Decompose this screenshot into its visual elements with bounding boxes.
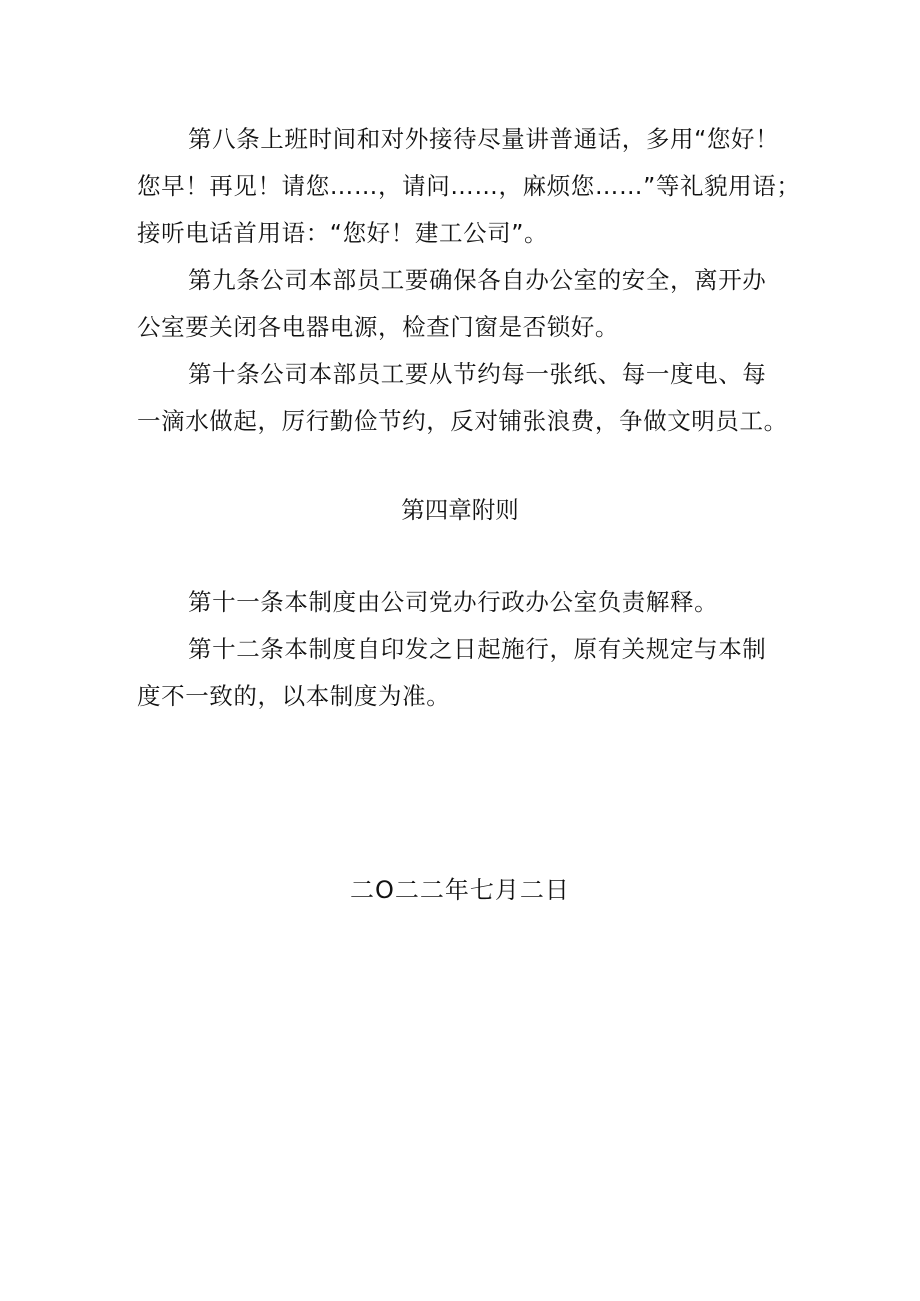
article-9-line-1: 第九条公司本部员工要确保各自办公室的安全，离开办 <box>188 266 767 294</box>
article-8-line-3: 接听电话首用语：“您好！建工公司”。 <box>137 219 549 247</box>
article-9-line-2: 公室要关闭各电器电源，检查门窗是否锁好。 <box>137 313 619 341</box>
article-10-line-1: 第十条公司本部员工要从节约每一张纸、每一度电、每 <box>188 360 767 388</box>
article-8-line-1: 第八条上班时间和对外接待尽量讲普通话，多用“您好！ <box>188 125 780 153</box>
article-12-line-2: 度不一致的，以本制度为准。 <box>137 682 451 710</box>
article-10-line-2: 一滴水做起，厉行勤俭节约，反对铺张浪费，争做文明员工。 <box>137 407 788 435</box>
chapter-title: 第四章附则 <box>401 496 519 524</box>
document-date: 二O二二年七月二日 <box>350 876 570 904</box>
article-12-line-1: 第十二条本制度自印发之日起施行，原有关规定与本制 <box>188 635 767 663</box>
article-11-line-1: 第十一条本制度由公司党办行政办公室负责解释。 <box>188 588 719 616</box>
article-8-line-2: 您早！再见！请您……，请问……，麻烦您……”等礼貌用语； <box>137 172 801 200</box>
